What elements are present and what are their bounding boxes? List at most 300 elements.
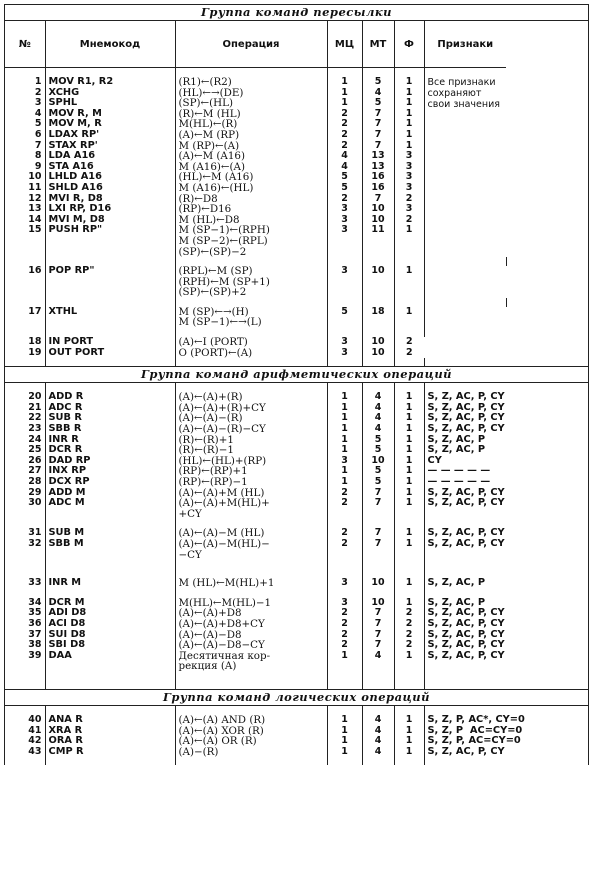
cell-machine-cycles: 1 [327,747,362,758]
cell-operation: (A)←(A) OR (R) [175,736,327,747]
spacer-cell [424,68,506,78]
transfer-table [5,21,588,366]
cell-mnemonic: OUT PORT [45,348,175,359]
col-header-machine-cycles: МЦ [327,21,362,68]
cell-operation: (A)←(A)−(R)−CY [175,424,327,435]
spacer-cell [506,257,588,266]
cell-format: 1 [394,119,424,130]
cell-mnemonic: SHLD A16 [45,183,175,194]
cell-clock-ticks: 10 [362,348,394,359]
spacer-row [5,560,588,569]
cell-clock-ticks: 5 [362,77,394,88]
spacer-cell [327,68,362,78]
cell-number: 27 [28,466,42,477]
cell-clock-ticks: 5 [362,477,394,488]
cell-clock-ticks: 16 [362,183,394,194]
cell-mnemonic: INX RP [45,466,175,477]
cell-number: 13 [28,204,42,215]
cell-number: 39 [28,650,42,661]
spacer-cell [394,519,424,528]
cell-number: 31 [28,528,42,539]
cell-mnemonic: ADC R [45,403,175,414]
cell-mnemonic: LDA A16 [45,151,175,162]
cell-clock-ticks: 4 [362,88,394,99]
cell-format: 1 [394,651,424,672]
cell-machine-cycles: 3 [327,578,362,589]
cell-number: 41 [28,725,42,736]
cell-machine-cycles: 1 [327,736,362,747]
spacer-cell [45,68,175,78]
cell-operation: (RPL)←M (SP) (RPH)←M (SP+1) (SP)←(SP)+2 [175,266,327,298]
cell-format: 1 [394,141,424,152]
cell-machine-cycles: 3 [327,266,362,298]
cell-mnemonic: XRA R [45,726,175,737]
cell-machine-cycles: 1 [327,466,362,477]
spacer-cell [424,358,506,366]
cell-mnemonic: MVI M, D8 [45,215,175,226]
cell-number: 9 [34,161,42,172]
spacer-cell [5,757,45,765]
header-row [5,21,588,68]
col-header-operation: Операция [175,21,327,68]
spacer-cell [327,383,362,392]
cell-machine-cycles: 1 [327,715,362,726]
cell-number: 15 [28,225,42,236]
cell-number: 23 [28,424,42,435]
spacer-cell [5,328,45,337]
spacer-cell [394,757,424,765]
cell-machine-cycles: 1 [327,651,362,672]
cell-format: 1 [394,266,424,298]
cell-machine-cycles: 2 [327,498,362,519]
cell-format: 1 [394,488,424,499]
table-row [5,445,588,456]
spacer-cell [362,257,394,266]
cell-machine-cycles: 1 [327,477,362,488]
cell-number: 1 [34,77,42,87]
spacer-row [5,569,588,578]
spacer-row [5,706,588,715]
spacer-cell [424,383,588,392]
cell-mnemonic: ACI D8 [45,619,175,630]
cell-flags: S, Z, AC, P, CY [424,608,588,619]
cell-format: 1 [394,98,424,109]
cell-mnemonic: ANA R [45,715,175,726]
table-row [5,413,588,424]
cell-machine-cycles: 4 [327,162,362,173]
spacer-cell [45,519,175,528]
cell-mnemonic: MOV R, M [45,109,175,120]
cell-format: 1 [394,466,424,477]
cell-operation: M (SP−1)←(RPH) M (SP−2)←(RPL) (SP)←(SP)−2 [175,225,327,257]
cell-number: 33 [28,578,42,589]
cell-mnemonic: INR M [45,578,175,589]
cell-flags: S, Z, AC, P [424,578,588,589]
transfer-body [5,68,588,367]
cell-format: 1 [394,88,424,99]
spacer-cell [362,358,394,366]
command-table-page [4,4,589,765]
cell-number: 16 [28,266,42,277]
cell-flags: S, Z, AC, P, CY [424,424,588,435]
cell-format: 1 [394,747,424,758]
cell-operation: M(HL)←M(HL)−1 [175,598,327,609]
cell-mnemonic: MOV M, R [45,119,175,130]
cell-clock-ticks: 7 [362,539,394,560]
cell-clock-ticks: 11 [362,225,394,257]
cell-number: 26 [28,455,42,466]
cell-flags: S, Z, AC, P, CY [424,528,588,539]
cell-mnemonic: XCHG [45,88,175,99]
cell-operation: (A)←(A)+M(HL)+ +CY [175,498,327,519]
cell-operation: M (HL)←M(HL)+1 [175,578,327,589]
table-row [5,528,588,539]
table-row [5,392,588,403]
spacer-cell [5,519,45,528]
cell-mnemonic: IN PORT [45,337,175,348]
cell-number: 22 [28,413,42,424]
cell-operation: (RP)←(RP)−1 [175,477,327,488]
spacer-cell [5,672,45,681]
cell-operation: (A)←(A) XOR (R) [175,726,327,737]
spacer-cell [327,328,362,337]
table-row [5,619,588,630]
cell-format: 1 [394,109,424,120]
cell-mnemonic: LHLD A16 [45,172,175,183]
cell-format: 2 [394,348,424,359]
cell-number: 11 [28,182,42,193]
spacer-cell [362,519,394,528]
cell-number: 5 [34,119,42,130]
spacer-cell [327,589,362,598]
cell-format: 1 [394,445,424,456]
cell-operation: M (RP)←(A) [175,141,327,152]
table-row [5,456,588,467]
spacer-row [5,757,588,765]
cell-flags: S, Z, AC, P, CY [424,413,588,424]
cell-number: 17 [28,306,42,317]
cell-machine-cycles: 2 [327,608,362,619]
cell-machine-cycles: 5 [327,183,362,194]
spacer-cell [394,298,424,307]
spacer-cell [424,672,588,681]
cell-operation: (A)←M (A16) [175,151,327,162]
table-row [5,630,588,641]
cell-mnemonic: INR R [45,435,175,446]
spacer-cell [45,757,175,765]
spacer-cell [394,672,424,681]
cell-flags: — — — — — [424,477,588,488]
cell-operation: (A)←(A)−D8 [175,630,327,641]
cell-mnemonic: SBB R [45,424,175,435]
cell-flags: S, Z, P AC=CY=0 [424,726,588,737]
spacer-cell [175,589,327,598]
cell-number: 34 [28,597,42,608]
cell-operation: (HL)←(HL)+(RP) [175,456,327,467]
cell-number: 25 [28,445,42,456]
arith-table [5,383,588,689]
cell-clock-ticks: 10 [362,337,394,348]
spacer-cell [5,569,45,578]
cell-operation: M (A16)←(A) [175,162,327,173]
cell-flags: S, Z, AC, P [424,598,588,609]
cell-number: 36 [28,618,42,629]
table-row [5,608,588,619]
cell-operation: (A)←I (PORT) [175,337,327,348]
cell-format: 2 [394,608,424,619]
cell-clock-ticks: 5 [362,445,394,456]
logic-table [5,706,588,765]
spacer-cell [362,589,394,598]
spacer-cell [424,560,588,569]
spacer-cell [45,589,175,598]
cell-mnemonic: DAD RP [45,456,175,467]
cell-format: 3 [394,172,424,183]
cell-format: 2 [394,619,424,630]
spacer-cell [327,672,362,681]
spacer-cell [362,672,394,681]
cell-mnemonic: DAA [45,651,175,672]
cell-format: 1 [394,424,424,435]
cell-machine-cycles: 1 [327,445,362,456]
cell-machine-cycles: 3 [327,337,362,348]
cell-mnemonic: MVI R, D8 [45,194,175,205]
cell-operation: (A)←(A)−M (HL) [175,528,327,539]
spacer-cell [175,298,327,307]
cell-number: 10 [28,172,42,183]
cell-flags: S, Z, P, AC=CY=0 [424,736,588,747]
cell-operation: (A)←M (RP) [175,130,327,141]
spacer-cell [175,681,327,689]
cell-machine-cycles: 1 [327,403,362,414]
cell-operation: M(HL)←(R) [175,119,327,130]
spacer-cell [394,681,424,689]
cell-machine-cycles: 2 [327,488,362,499]
cell-clock-ticks: 7 [362,619,394,630]
cell-operation: (R)←(R)+1 [175,435,327,446]
table-row [5,424,588,435]
spacer-row [5,519,588,528]
spacer-cell [362,757,394,765]
flags-note: Все признаки сохраняют свои значения [424,77,506,328]
spacer-cell [424,589,588,598]
spacer-cell [45,298,175,307]
spacer-cell [5,358,45,366]
cell-clock-ticks: 7 [362,130,394,141]
cell-operation: (A)−(R) [175,747,327,758]
cell-clock-ticks: 16 [362,172,394,183]
cell-clock-ticks: 10 [362,266,394,298]
spacer-cell [45,681,175,689]
cell-operation: (A)←(A)−M(HL)− −CY [175,539,327,560]
cell-operation: (A)←(A)−D8−CY [175,640,327,651]
spacer-cell [394,569,424,578]
cell-machine-cycles: 3 [327,348,362,359]
cell-number: 6 [34,129,42,140]
cell-mnemonic: DCR M [45,598,175,609]
spacer-cell [45,672,175,681]
spacer-cell [45,569,175,578]
spacer-cell [175,383,327,392]
spacer-cell [394,68,424,78]
cell-clock-ticks: 4 [362,736,394,747]
spacer-cell [5,681,45,689]
cell-machine-cycles: 1 [327,98,362,109]
spacer-cell [327,706,362,715]
cell-machine-cycles: 1 [327,88,362,99]
spacer-cell [175,569,327,578]
table-row [5,651,588,672]
cell-number: 43 [28,746,42,757]
spacer-cell [175,757,327,765]
table-row [5,466,588,477]
spacer-cell [45,706,175,715]
cell-clock-ticks: 4 [362,392,394,403]
spacer-cell [362,298,394,307]
spacer-cell [45,257,175,266]
cell-format: 1 [394,392,424,403]
cell-machine-cycles: 1 [327,435,362,446]
table-row [5,498,588,519]
cell-mnemonic: LXI RP, D16 [45,204,175,215]
cell-format: 1 [394,225,424,257]
spacer-cell [394,328,424,337]
cell-format: 1 [394,539,424,560]
cell-clock-ticks: 4 [362,747,394,758]
col-header-mnemonic: Мнемокод [45,21,175,68]
cell-number: 38 [28,640,42,651]
spacer-cell [362,328,394,337]
cell-flags: S, Z, AC, P [424,435,588,446]
spacer-cell [45,358,175,366]
spacer-cell [327,681,362,689]
cell-machine-cycles: 2 [327,528,362,539]
cell-number: 35 [28,608,42,619]
cell-clock-ticks: 7 [362,630,394,641]
cell-flags: S, Z, AC, P [424,445,588,456]
cell-format: 2 [394,194,424,205]
cell-flags: S, Z, AC, P, CY [424,619,588,630]
spacer-cell [5,560,45,569]
cell-format: 1 [394,477,424,488]
cell-operation: (A)←(A) AND (R) [175,715,327,726]
spacer-cell [506,298,588,307]
cell-machine-cycles: 5 [327,307,362,328]
cell-operation: Десятичная кор- рекция (A) [175,651,327,672]
cell-clock-ticks: 10 [362,204,394,215]
cell-clock-ticks: 5 [362,98,394,109]
arith-group-title: Группа команд арифметических операций [5,366,588,383]
spacer-cell [394,383,424,392]
cell-machine-cycles: 3 [327,215,362,226]
spacer-cell [5,298,45,307]
cell-machine-cycles: 3 [327,225,362,257]
cell-format: 1 [394,528,424,539]
cell-clock-ticks: 13 [362,162,394,173]
spacer-cell [45,383,175,392]
cell-flags: S, Z, AC, P, CY [424,403,588,414]
cell-clock-ticks: 10 [362,215,394,226]
cell-mnemonic: POP RP" [45,266,175,298]
cell-format: 1 [394,598,424,609]
cell-mnemonic: ADD R [45,392,175,403]
col-header-format: Ф [394,21,424,68]
cell-number: 24 [28,434,42,445]
cell-machine-cycles: 2 [327,630,362,641]
cell-operation: (SP)←(HL) [175,98,327,109]
logic-group-title: Группа команд логических операций [5,689,588,706]
cell-operation: (A)←(A)+D8 [175,608,327,619]
cell-mnemonic: STAX RP' [45,141,175,152]
spacer-cell [394,560,424,569]
cell-mnemonic: MOV R1, R2 [45,77,175,88]
col-header-flags: Признаки [424,21,506,68]
cell-format: 1 [394,715,424,726]
cell-mnemonic: SUI D8 [45,630,175,641]
cell-mnemonic: DCX RP [45,477,175,488]
cell-flags: S, Z, AC, P, CY [424,747,588,758]
cell-number: 21 [28,402,42,413]
spacer-cell [424,328,506,337]
spacer-cell [5,257,45,266]
cell-mnemonic: ADC M [45,498,175,519]
spacer-cell [175,672,327,681]
cell-flags: S, Z, AC, P, CY [424,640,588,651]
spacer-cell [327,519,362,528]
spacer-cell [327,257,362,266]
cell-clock-ticks: 5 [362,435,394,446]
spacer-cell [327,298,362,307]
cell-mnemonic: CMP R [45,747,175,758]
cell-clock-ticks: 10 [362,598,394,609]
cell-operation: M (SP)←→(H) M (SP−1)←→(L) [175,307,327,328]
transfer-group-title: Группа команд пересылки [5,4,588,21]
spacer-cell [394,358,424,366]
cell-flags: S, Z, AC, P, CY [424,630,588,641]
cell-mnemonic: SUB M [45,528,175,539]
cell-operation: (R)←M (HL) [175,109,327,120]
cell-clock-ticks: 4 [362,413,394,424]
cell-format: 1 [394,726,424,737]
cell-machine-cycles: 2 [327,539,362,560]
spacer-cell [175,519,327,528]
cell-format: 1 [394,77,424,88]
cell-clock-ticks: 13 [362,151,394,162]
cell-number: 20 [28,392,42,403]
cell-clock-ticks: 10 [362,578,394,589]
table-row [5,403,588,414]
cell-mnemonic: XTHL [45,307,175,328]
spacer-cell [362,68,394,78]
spacer-cell [362,560,394,569]
spacer-row [5,681,588,689]
cell-format: 2 [394,640,424,651]
cell-format: 2 [394,337,424,348]
spacer-cell [394,589,424,598]
spacer-cell [45,328,175,337]
spacer-cell [327,569,362,578]
cell-format: 1 [394,578,424,589]
cell-mnemonic: PUSH RP" [45,225,175,257]
cell-operation: (A)←(A)+(R)+CY [175,403,327,414]
cell-format: 1 [394,435,424,446]
cell-format: 1 [394,498,424,519]
cell-number: 2 [34,87,42,98]
arith-body [5,383,588,689]
cell-format: 1 [394,456,424,467]
col-header-number: № [5,21,45,68]
cell-flags: S, Z, AC, P, CY [424,651,588,672]
